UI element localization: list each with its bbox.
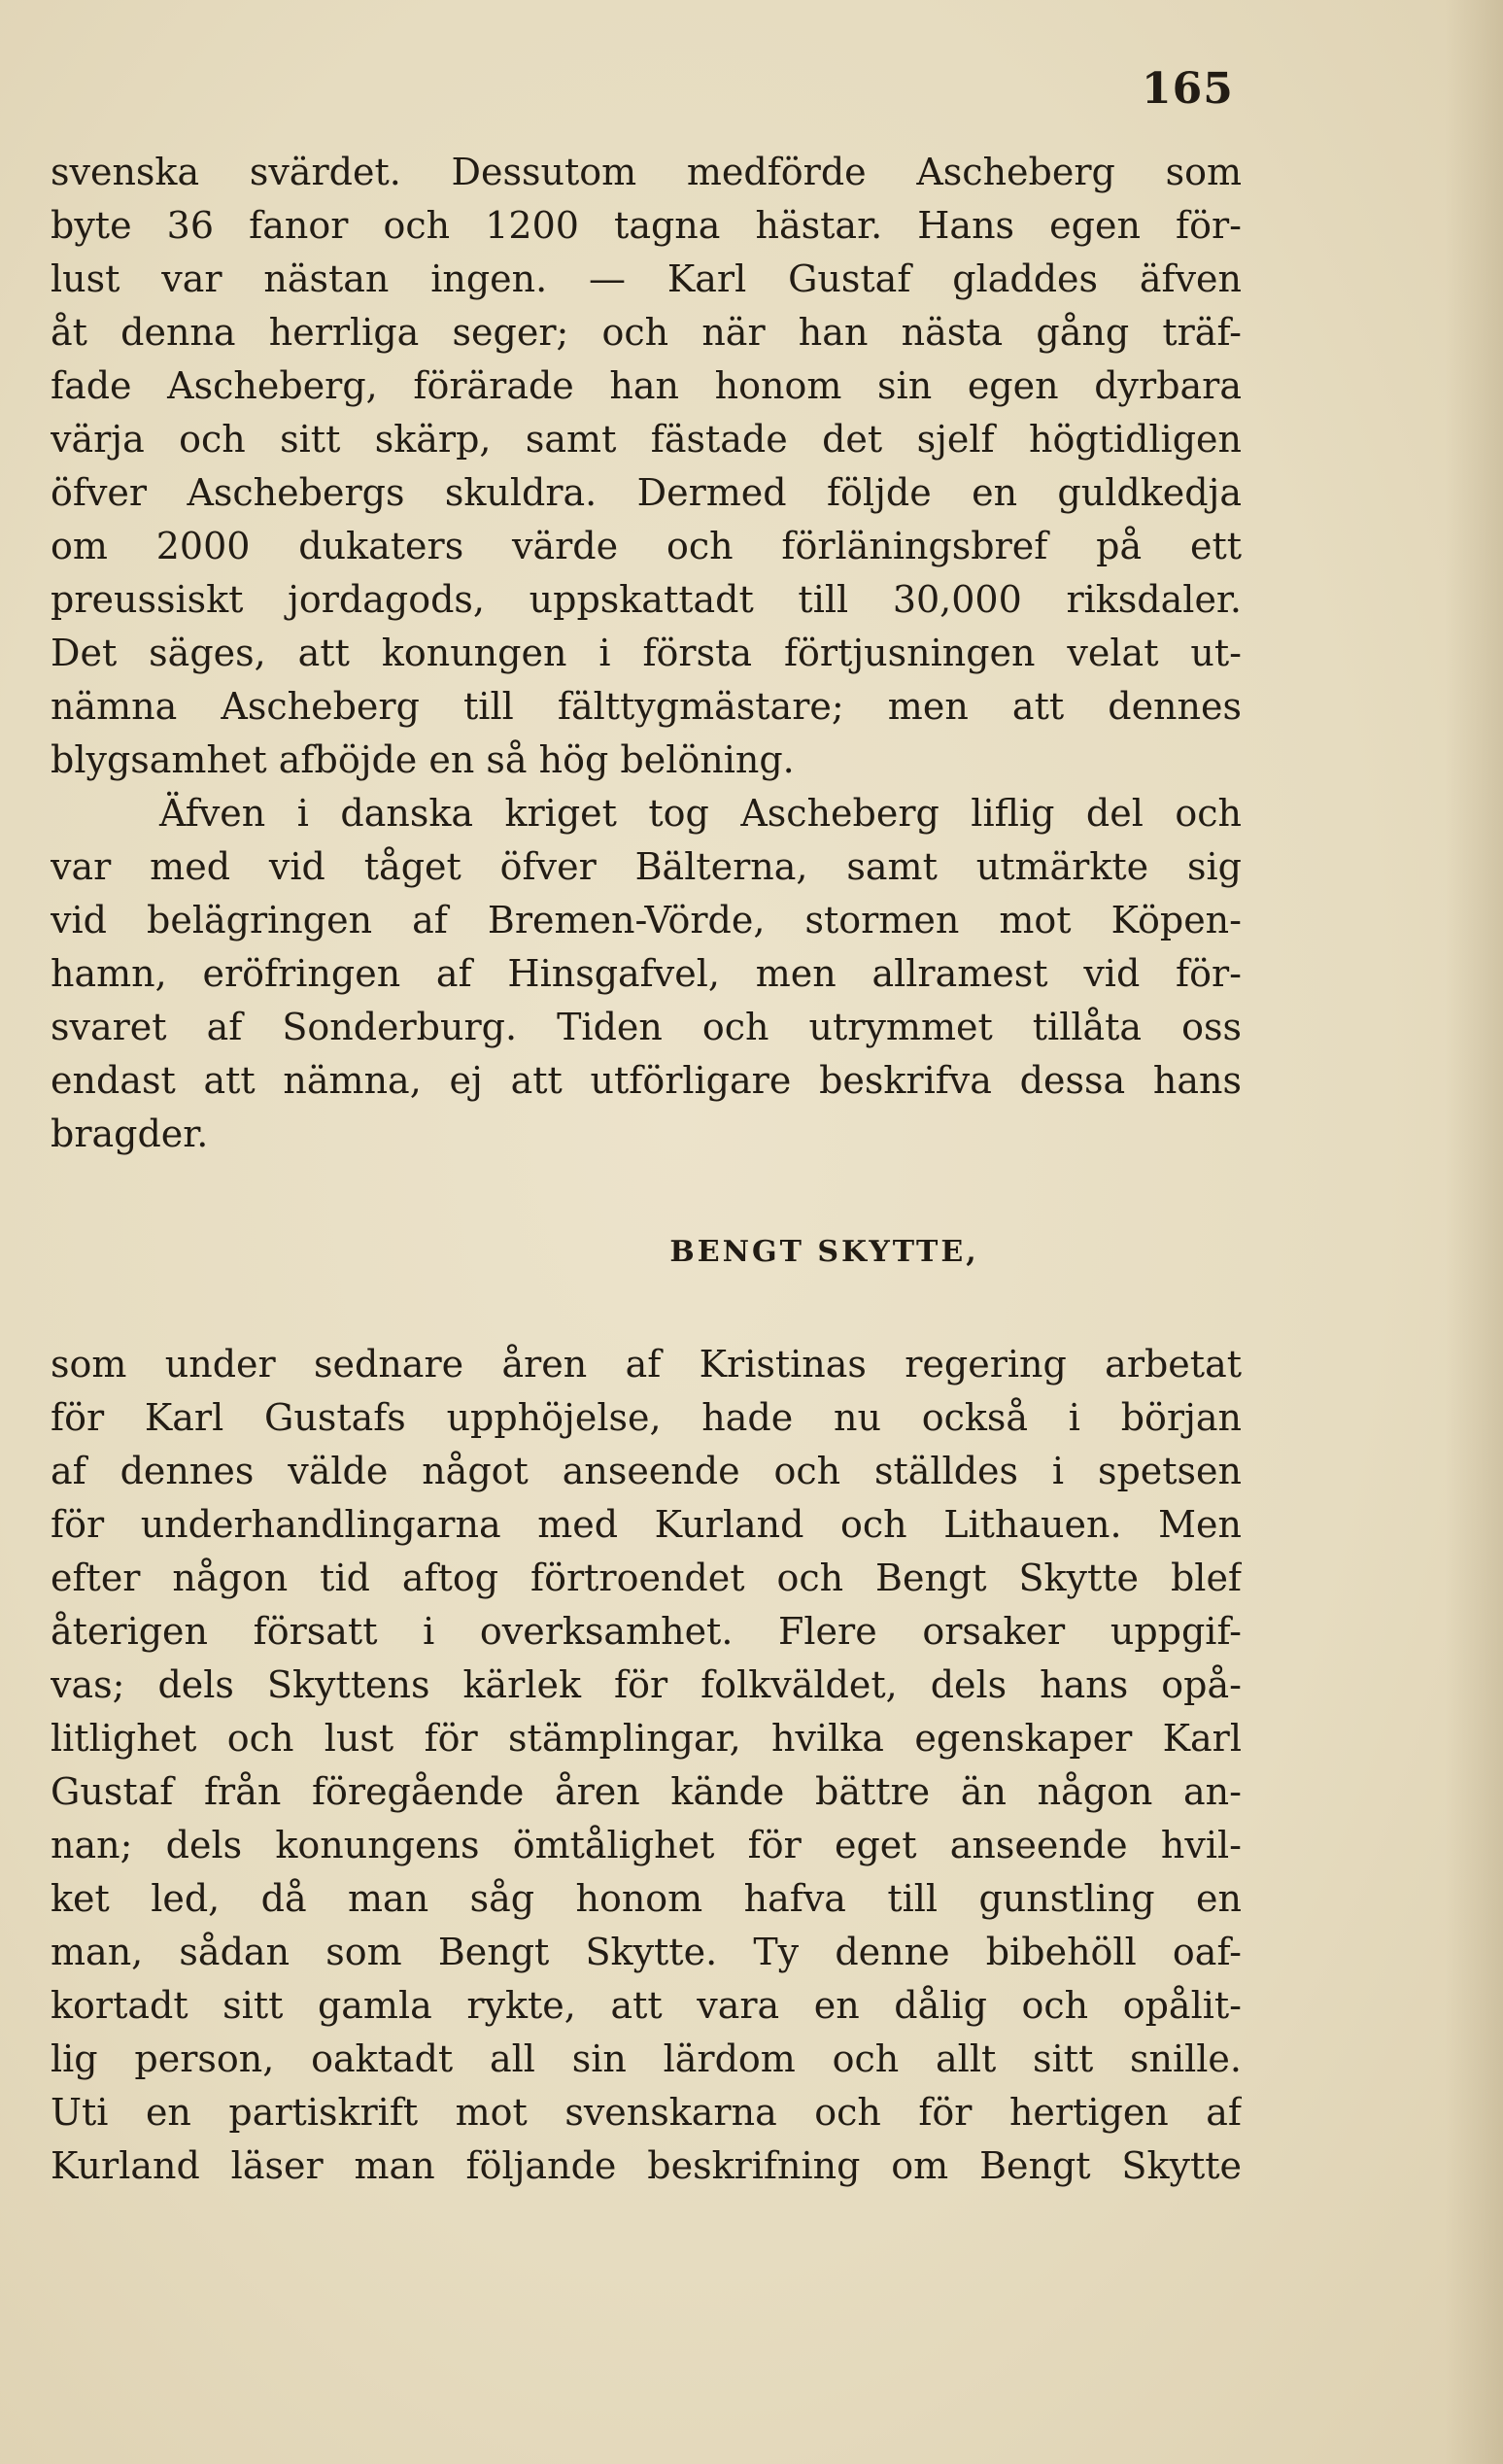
text-line: bragder. xyxy=(51,1112,209,1155)
text-line: åt denna herrliga seger; och när han nästa gång träf- xyxy=(51,311,1242,354)
text-line: hamn, eröfringen af Hinsgafvel, men allramest vid för- xyxy=(51,952,1242,995)
text-line: svaret af Sonderburg. Tiden och utrymmet tillåta oss xyxy=(51,1006,1242,1048)
page-number: 165 xyxy=(1142,64,1234,114)
text-line: var med vid tåget öfver Bälterna, samt utmärkte sig xyxy=(51,845,1242,888)
text-line: efter någon tid aftog förtroendet och Bengt Skytte blef xyxy=(51,1557,1242,1599)
text-line: som under sednare åren af Kristinas regering arbetat xyxy=(51,1343,1242,1386)
text-line: vas; dels Skyttens kärlek för folkväldet, dels hans opå- xyxy=(51,1663,1242,1706)
text-line: nan; dels konungens ömtålighet för eget anseende hvil- xyxy=(51,1824,1242,1866)
text-line: om 2000 dukaters värde och förläningsbref på ett xyxy=(51,525,1242,567)
text-line: af dennes välde något anseende och ställdes i spetsen xyxy=(51,1450,1242,1492)
text-line: för Karl Gustafs upphöjelse, hade nu också i början xyxy=(51,1396,1242,1439)
text-line: Äfven i danska kriget tog Ascheberg liflig del och xyxy=(159,792,1242,835)
text-line: kortadt sitt gamla rykte, att vara en dålig och opålit- xyxy=(51,1984,1242,2027)
text-line: värja och sitt skärp, samt fästade det sjelf högtidligen xyxy=(51,418,1242,461)
text-line: fade Ascheberg, förärade han honom sin egen dyrbara xyxy=(51,364,1242,407)
upper-text-block xyxy=(51,146,1242,1161)
text-line: Gustaf från föregående åren kände bättre än någon an- xyxy=(51,1770,1242,1813)
text-line: litlighet och lust för stämplingar, hvilka egenskaper Karl xyxy=(51,1717,1242,1760)
section-heading-text: BENGT SKYTTE, xyxy=(669,1235,979,1269)
text-line: Kurland läser man följande beskrifning om Bengt Skytte xyxy=(51,2144,1242,2187)
text-line: preussiskt jordagods, uppskattadt till 30,000 riksdaler. xyxy=(51,578,1242,621)
page-edge-shadow xyxy=(1445,0,1503,2464)
text-line: blygsamhet afböjde en så hög belöning. xyxy=(51,738,795,781)
text-line: Uti en partiskrift mot svenskarna och för hertigen af xyxy=(51,2091,1242,2134)
text-line: man, sådan som Bengt Skytte. Ty denne bibehöll oaf- xyxy=(51,1931,1242,1973)
text-line: lust var nästan ingen. — Karl Gustaf gladdes äfven xyxy=(51,257,1242,300)
text-line: öfver Aschebergs skuldra. Dermed följde en guldkedja xyxy=(51,471,1242,514)
text-line: byte 36 fanor och 1200 tagna hästar. Hans egen för- xyxy=(51,204,1242,247)
text-line: Det säges, att konungen i första förtjusningen velat ut- xyxy=(51,632,1242,674)
text-line: ket led, då man såg honom hafva till gunstling en xyxy=(51,1877,1242,1920)
text-line: för underhandlingarna med Kurland och Lithauen. Men xyxy=(51,1503,1242,1546)
text-line: vid belägringen af Bremen-Vörde, stormen mot Köpen- xyxy=(51,899,1242,941)
text-line: återigen försatt i overksamhet. Flere orsaker uppgif- xyxy=(51,1610,1242,1653)
text-line: lig person, oaktadt all sin lärdom och allt sitt snille. xyxy=(51,2037,1242,2080)
section-heading xyxy=(0,1235,1503,1269)
text-line: svenska svärdet. Dessutom medförde Ascheberg som xyxy=(51,151,1242,193)
lower-text-block xyxy=(51,1338,1242,2193)
text-line: endast att nämna, ej att utförligare beskrifva dessa hans xyxy=(51,1059,1242,1102)
text-line: nämna Ascheberg till fälttygmästare; men att dennes xyxy=(51,685,1242,728)
